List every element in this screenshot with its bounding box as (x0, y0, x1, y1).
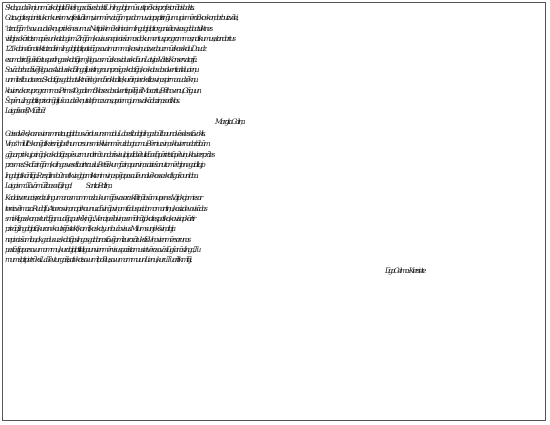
text-line: tereiz vēl mazo Rudolfu. Atceros viņa nopirka un uzdāvināja viņam tādu spaidamo mantiņu, kas izdeva visādas (5, 203, 206, 213)
text-line: Savā darba dzīvē Jelgavas 4.vidusskolā Inga lījusi stingra un prasīga skolotāja, ko skolas absolventi ar lielu cieņu (5, 65, 198, 75)
paragraph-liga (5, 193, 545, 265)
text-line: Inga bija tik cīnītāja. Par spīti nebūt ne tik vieglajam liktenim viņa spēja pasaulē un cilvēkos saskatīt gaišo un labo. (5, 170, 197, 180)
signature-margita: Margita Galiņa (215, 116, 244, 126)
text-line: smieklīgas skaņas - tur bļāja, naudēja, purkšķināja... Vienai pašlai viņas smīdināt, jokoties, patika, ka visi apkārt ir (5, 213, 195, 223)
text-line: esam dzirdējuši stāstus par Ingas skolotājiem Jelgavas mūzikas vidusskolā un Latvijas Valsts Konservatorijā. (5, 54, 196, 64)
text-line: Skola, audzēkņi un mūzika bija lielākie Ingas dzīves balsti. Un Inga bija mūsu stiprākais profesionālais balsts. (5, 3, 194, 12)
text-line: Viņas "mīlulīt" skanēja tik sirsnīgi, bet humors un smiekli vienmēr uzlaboja omu. Bērni uz viņas klaviernodarbībām (5, 139, 209, 149)
text-line: klaviervakaru programmas. Prims 40 gadiem 8.klases absolventi spēlējuši Mocartu, Bēthovenu, Grīgu un (5, 85, 200, 95)
closing-line-sanita: Lai gaisma Tavā mūžības ceļā, Inga! (5, 180, 71, 190)
text-line: gāja ar prieku, jo zināja, ka skolotāja spēs uzmundrināt un darīs visu, lai palīdzētu lielā ceļā pāriet stāpēt viņu klaviersprāles (5, 149, 214, 159)
signature-sanita: Sanita Baltiņa (85, 180, 111, 190)
text-line: mums ļoti pietrūksi. Lai Tev tur gaiši, satiekot savu mīļo dēlu, savu mammu un Lienu, kuru Tu arī tik mīlēji. (5, 255, 191, 265)
memorial-letter (5, 3, 545, 276)
text-line: "atradājām" savu audzēkņu priekšnesumus. Netipiski mākslinieciem Inga bija ļoti organizēta - visas galda atvilktnes (5, 23, 212, 33)
text-line: un mīlestību atceras. Skolotājas galda atvilktnē ir leģendāra kladīte, kurā ir pierakstītas viņas pirmoaudzēkņu (5, 75, 197, 85)
text-line: Kad aizveru acis, redzu Ingu manas mammas lauku mājās vasaras klētiņā lasām upenes. Vai jokojamies ar (5, 193, 202, 203)
text-line: prasmes. Skolā zinājām, ka Ingas vesetība ir trauslu. Bet šī skumjā ziņa par viņas aiziešanu tomēr bija negaidīta, jo (5, 160, 204, 170)
paragraph-margita (5, 3, 545, 106)
text-line: Gatavojoties pianistu konkursiem vai festivāliem, vienmēr vaicājām padomu vai apsptiriņājumu piemērotāko skaņdarbu izvēlei, (5, 13, 237, 23)
text-line: priecīgi. Inga bija tā, kura nekautrējās teikt, ka mīl, ka skaty un bučo visus. Mīlums un jekš viņai bija (5, 224, 175, 234)
text-line: 121 kabinetā noteikti atradīsim. Inga bija ļoti pateicīga savai mammai, kas viņu aizveda uz mūzikas skolu. Daudz (5, 44, 206, 54)
text-line: visi bija sakārtots mapēs un katalogiem. Zinājām, ka visus nepieciešamos dokumentus, programmas, notikumus, standartus (5, 34, 235, 44)
text-line: nepieciešamība, cik gadus uz skolotājas Ingas galda nostāvēja mīlzu rozā tukstīs. Viņa vienmēr sarunas (5, 234, 190, 244)
text-line: Gaiss cilvēks, kas neviensm netaupija labus vārdus un smaidu. Labestība bija Ingas būtība un dvēseles stāvoklis. (5, 129, 204, 139)
paragraph-sanita (5, 129, 545, 181)
closing-line-margita: Lai gaišs ceļš Mūžībā! (5, 106, 45, 116)
text-line: pastāstīja par savu mammu, kura bija ļoti lieliga un vienmēr visus pazīstamus ietvēra savās lūgšanās. Inga, Tu (5, 244, 200, 254)
signature-liga: Līga Celma - Kiersiete (385, 265, 425, 275)
text-line: Šopēnu... Inga ļoti iepriecināja lījušo audzēkņu telefona zvans, apciemojums vai kāda ziņa soctīklos. (5, 96, 179, 106)
closing-row-sanita (5, 181, 545, 191)
